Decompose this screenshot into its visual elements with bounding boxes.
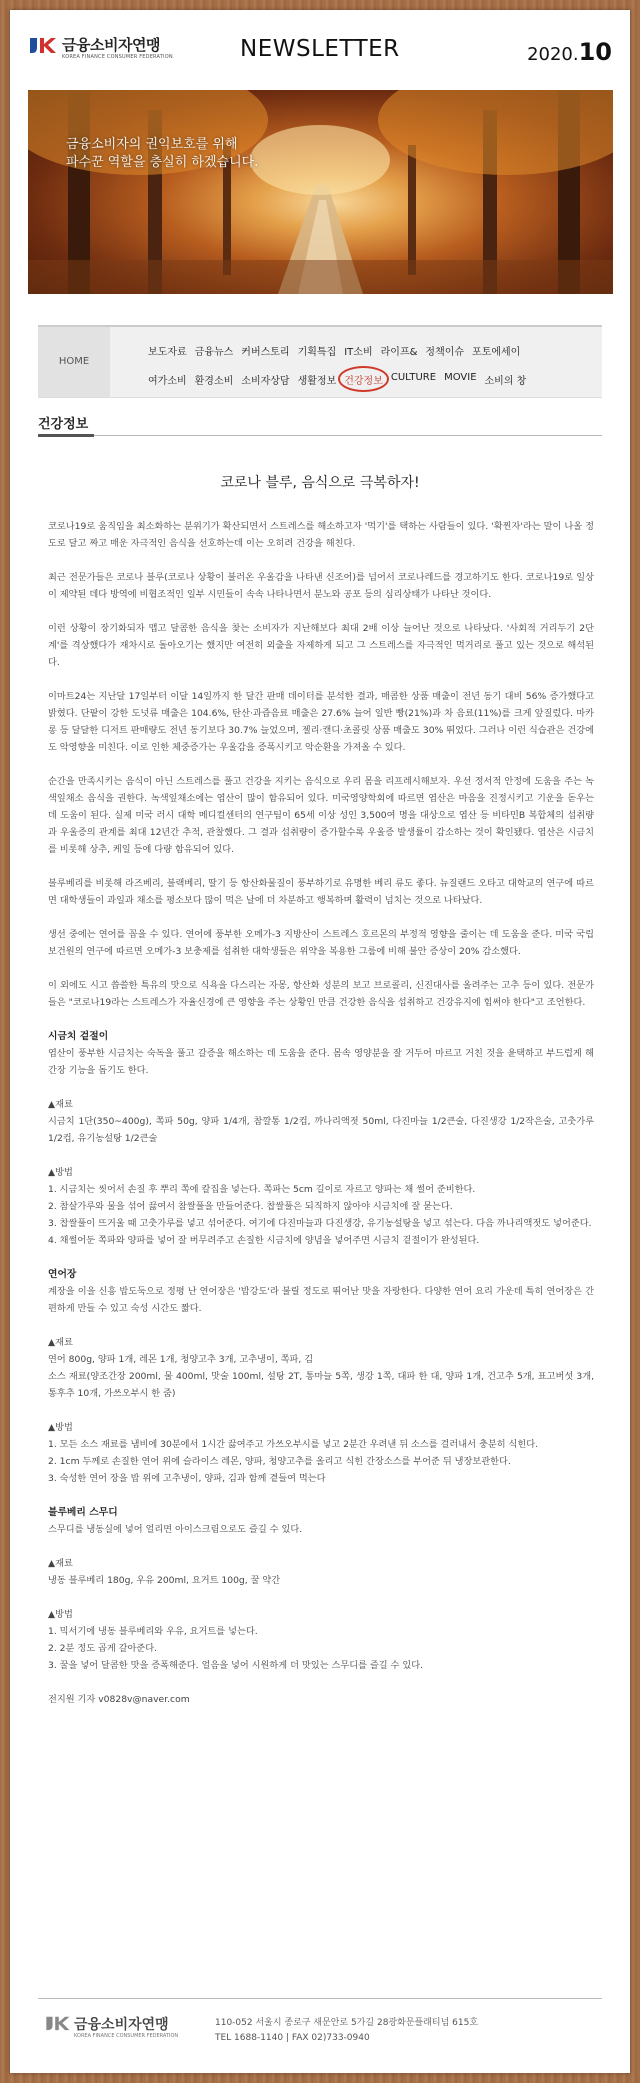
menu-item-active[interactable]: 건강정보 [344, 372, 383, 387]
ingredients-text: 소스 재료(양조간장 200ml, 물 400ml, 맛술 100ml, 설탕 2T, 통마늘 5쪽, 생강 1쪽, 대파 한 대, 양파 1개, 건고추 5개, 표고버섯 3개, 통후추 10개, 가쓰오부시 한 줌) [48, 1371, 594, 1399]
recipe-description: 계장을 이을 신흥 밥도둑으로 정평 난 연어장은 '밥강도'라 불릴 정도로 뛰어난 맛을 자랑한다. 다양한 연어 요리 가운데 특히 연어장은 간편하게 만들 수 있고 숙성 시간도 짧다. [48, 1286, 594, 1314]
menu-item[interactable]: 소비의 창 [484, 376, 527, 387]
footer-address: 110-052 서울시 종로구 새문안로 5가길 28광화문플래티넘 615호 [215, 2018, 479, 2028]
method-label: ▲방법 [48, 1422, 73, 1433]
menu-item[interactable]: CULTURE [390, 372, 437, 383]
recipe-title: 시금치 겉절이 [48, 1031, 109, 1042]
method-step: 3. 꿀을 넣어 달콤한 맛을 증폭해준다. 얼음을 넣어 시원하게 더 맛있는 스무디를 즐길 수 있다. [48, 1660, 423, 1671]
ingredients-label: ▲재료 [48, 1099, 73, 1110]
menu-item[interactable]: 포토에세이 [472, 347, 521, 358]
newsletter-title: NEWSLETTER [240, 36, 400, 62]
method-step: 2. 2분 정도 곱게 갈아준다. [48, 1643, 158, 1654]
header-org-name-en: KOREA FINANCE CONSUMER FEDERATION [62, 54, 173, 60]
method-label: ▲방법 [48, 1167, 73, 1178]
article-paragraph: 이런 상황이 장기화되자 맵고 달콤한 음식을 찾는 소비자가 지난해보다 최대 2배 이상 늘어난 것으로 나타났다. '사회적 거리두기 2단계'를 격상했다가 재차시로 돌아오기는 했지만 여전히 외출을 자제하게 되고 그 스트레스를 자극적인 먹거리로 풀고 있는 것으로 해석된다. [48, 623, 594, 668]
menu-row-1 [148, 343, 520, 358]
method-step: 2. 참살가루와 물을 섞어 끓여서 참쌀풀을 만들어준다. 찹쌀풀은 되직하지 않아야 시금치에 잘 묻는다. [48, 1201, 453, 1212]
footer-divider [38, 1998, 602, 1999]
newsletter-header [10, 10, 630, 82]
method-step: 1. 믹서기에 냉동 블루베리와 우유, 요거트를 넣는다. [48, 1626, 258, 1637]
article-paragraph: 이마트24는 지난달 17일부터 이달 14일까지 한 달간 판매 데이터를 분석한 결과, 매콤한 상품 매출이 전년 동기 대비 56% 증가했다고 밝혔다. 단팥이 강한 도넛류 매출은 104.6%, 탄산·과즙음료 매출은 27.6% 늘어 일반 빵(21%)과 차 음료(11%)를 크게 앞질렀다. 마카롱 등 달달한 디저트 판매량도 전년 동기보다 30.7% 늘었으며, 젤리·캔디·초콜릿 상품 매출도 30% 뛰었다. 그러나 이런 식습관은 건강에도 악영향을 미친다. 이로 인한 체중증가는 우울감을 증폭시키고 악순환을 가져올 수 있다. [48, 691, 594, 753]
menu-item[interactable]: IT소비 [344, 347, 373, 358]
ingredients-text: 연어 800g, 양파 1개, 레몬 1개, 청양고추 3개, 고추냉이, 쪽파, 김 [48, 1354, 314, 1365]
article-paragraph: 순간을 만족시키는 음식이 아닌 스트레스를 풀고 건강을 지키는 음식으로 우리 몸을 리프레시해보자. 우선 정서적 안정에 도움을 주는 녹색잎채소 음식을 권한다. 녹색잎채소에는 엽산이 많이 함유되어 있다. 미국영양학회에 따르면 엽산은 마음을 진정시키고 기운을 돋우는 데 도움이 된다. 실제 미국 러시 대학 메디컬센터의 연구팀이 65세 이상 성인 3,500여 명을 대상으로 엽산 등 비타민B 복합체의 섭취량과 우울증의 관계를 최대 12년간 추적, 관찰했다. 그 결과 섭취량이 증가할수록 우울증 발생률이 감소하는 것이 확인됐다. 엽산은 시금치를 비롯해 상추, 케일 등에 다량 함유되어 있다. [48, 776, 594, 855]
menu-item[interactable]: 기획특집 [297, 347, 337, 358]
newsletter-sheet [10, 10, 630, 2073]
menu-item[interactable]: 생활정보 [297, 376, 337, 387]
issue-month: 10 [578, 38, 612, 66]
article-title: 코로나 블루, 음식으로 극복하자! [220, 475, 420, 491]
recipe-description: 엽산이 풍부한 시금치는 숙독을 풀고 갈증을 해소하는 데 도움을 준다. 몸속 영양분을 잘 거두어 마르고 거친 것을 윤택하고 부드럽게 해 간장 기능을 돕기도 한다. [48, 1048, 594, 1076]
article-paragraph: 최근 전문가들은 코로나 블루(코로나 상황이 불러온 우울감을 나타낸 신조어)를 넘어서 코로나레드를 경고하기도 한다. 코로나19로 일상이 제약된 데다 방역에 비협조적인 일부 시민들이 속속 나타나면서 분노와 공포 등의 심리상태가 나타난 것이다. [48, 572, 594, 600]
footer-org-name-en: KOREA FINANCE CONSUMER FEDERATION [74, 2033, 179, 2039]
article-body [48, 518, 594, 1708]
ingredients-text: 시금치 1단(350~400g), 쪽파 50g, 양파 1/4개, 참깔통 1/2컵, 까나리액젓 50ml, 다진마늘 1/2큰술, 다진생강 1/2작은술, 고춧가루 1/2컵, 유기농설탕 1/2큰술 [48, 1116, 594, 1144]
hero-slogan-line2: 파수꾼 역할을 충실히 하겠습니다. [66, 155, 259, 170]
kfcf-logo-icon [28, 36, 56, 54]
article-paragraph: 생선 중에는 연어를 꼽을 수 있다. 연어에 풍부한 오메가-3 지방산이 스트레스 호르몬의 부정적 영향을 줄이는 데 도움을 준다. 미국 국립보건원의 연구에 따르면 오메가-3 보충제를 섭취한 대학생들은 위약을 복용한 그룹에 비해 불안 증상이 20% 감소했다. [48, 929, 594, 957]
menu-item[interactable]: 보도자료 [148, 347, 187, 358]
issue-year: 2020. [527, 44, 579, 65]
method-label: ▲방법 [48, 1609, 73, 1620]
recipe-description: 스무디를 냉동실에 넣어 얼리면 아이스크림으로도 즐길 수 있다. [48, 1524, 303, 1535]
method-step: 3. 찹쌀풀이 뜨거울 때 고춧가루를 넣고 섞어준다. 여기에 다진마늘과 다진생강, 유기농설탕을 넣고 섞는다. 다음 까나리액젓도 넣어준다. [48, 1218, 592, 1229]
hero-banner [28, 90, 613, 294]
article-paragraph: 이 외에도 시고 씁쓸한 특유의 맛으로 식욕을 다스리는 자몽, 항산화 성분의 보고 브로콜리, 신진대사를 올려주는 고추 등이 있다. 전문가들은 "코로나19라는 스트레스가 자율신경에 큰 영향을 주는 상황인 만큼 건강한 음식을 섭취하고 건강유지에 힘써야 한다"고 조언한다. [48, 980, 594, 1008]
method-step: 2. 1cm 두께로 손질한 연어 위에 슬라이스 레몬, 양파, 청양고추를 올리고 식힌 간장소스를 부어준 뒤 냉장보관한다. [48, 1456, 511, 1467]
menu-item[interactable]: 소비자상담 [241, 376, 290, 387]
menu-home-link[interactable]: HOME [38, 327, 110, 397]
autumn-road-image [28, 90, 613, 294]
section-divider [38, 435, 602, 436]
ingredients-text: 냉동 블루베리 180g, 우유 200ml, 요거트 100g, 꿀 약간 [48, 1575, 281, 1586]
byline: 전지원 기자 v0828v@naver.com [48, 1694, 190, 1705]
recipe-title: 블루베리 스무디 [48, 1507, 118, 1518]
ingredients-label: ▲재료 [48, 1558, 73, 1569]
menu-item[interactable]: 정책이슈 [425, 347, 465, 358]
recipe-title: 연어장 [48, 1269, 77, 1280]
menu-item[interactable]: 환경소비 [194, 376, 234, 387]
article-paragraph: 블루베리를 비롯해 라즈베리, 블랙베리, 딸기 등 항산화물질이 풍부하기로 유명한 베리 류도 좋다. 뉴질랜드 오타고 대학교의 연구에 따르면 대학생들이 과일과 채소를 평소보다 많이 먹은 날에 더 차분하고 행복하며 활력이 넘치는 것으로 나타났다. [48, 878, 594, 906]
menu-row-2 [148, 372, 526, 387]
footer-contact: TEL 1688-1140 | FAX 02)733-0940 [215, 2033, 370, 2043]
method-step: 1. 모든 소스 재료를 냄비에 30분에서 1시간 끓여주고 가쓰오부시를 넣고 2분간 우려낸 뒤 소스를 걸러내서 충분히 식힌다. [48, 1439, 539, 1450]
hero-slogan [66, 136, 258, 172]
footer-address-block [215, 2016, 478, 2046]
menu-item[interactable]: 커버스토리 [241, 347, 290, 358]
method-step: 3. 숙성한 연어 장을 밥 위에 고추냉이, 양파, 김과 함께 곁들여 먹는다 [48, 1473, 326, 1484]
hero-slogan-line1: 금융소비자의 권익보호를 위해 [66, 137, 238, 152]
issue-date [527, 38, 612, 66]
method-step: 4. 채썰어둔 쪽파와 양파를 넣어 잘 버무려주고 손질한 시금치에 양념을 넣어주면 시금치 겉절이가 완성된다. [48, 1235, 480, 1246]
section-title: 건강정보 [38, 417, 89, 432]
menu-item[interactable]: 금융뉴스 [194, 347, 234, 358]
section-divider-accent [38, 434, 94, 437]
ingredients-label: ▲재료 [48, 1337, 73, 1348]
footer-org-name: 금융소비자연맹 [74, 2017, 169, 2033]
category-menu [38, 325, 602, 398]
kfcf-footer-logo-icon [44, 2015, 70, 2031]
header-org-name: 금융소비자연맹 [62, 36, 160, 54]
menu-item[interactable]: 라이프& [380, 347, 418, 358]
menu-item[interactable]: 여가소비 [148, 376, 187, 387]
menu-item[interactable]: MOVIE [444, 372, 477, 383]
method-step: 1. 시금치는 씻어서 손질 후 뿌리 쪽에 칼집을 넣는다. 쪽파는 5cm 길이로 자르고 양파는 채 썰어 준비한다. [48, 1184, 476, 1195]
article-paragraph: 코로나19로 움직임을 최소화하는 분위기가 확산되면서 스트레스를 해소하고자 '먹기'를 택하는 사람들이 있다. '확찐자'라는 말이 나올 정도로 달고 짜고 매운 자극적인 음식을 선호하는데 이는 오히려 건강을 해친다. [48, 521, 594, 549]
